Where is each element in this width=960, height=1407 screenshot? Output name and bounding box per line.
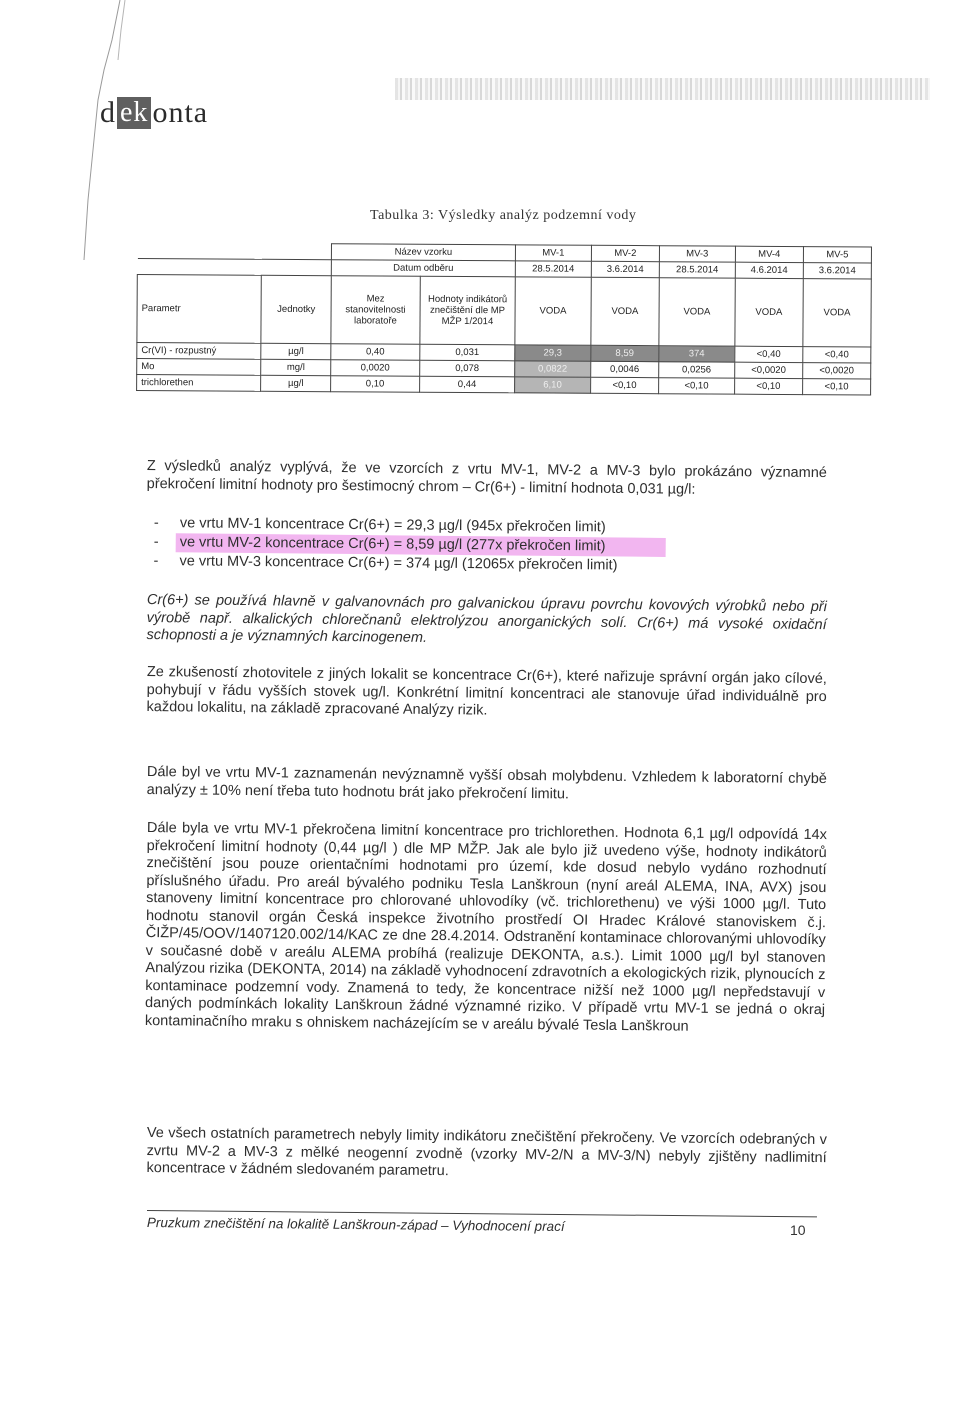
param-unit: µg/l [261, 343, 331, 359]
sample-matrix: VODA [591, 277, 659, 345]
exceedance-list [149, 514, 750, 577]
sample-date: 4.6.2014 [735, 262, 803, 278]
param-name: trichlorethen [137, 375, 261, 392]
sample-matrix: VODA [803, 279, 872, 347]
value-cell: <0,0020 [734, 362, 802, 378]
value-cell: <0,10 [802, 379, 870, 395]
paragraph-trichlorethene: Dále byla ve vrtu MV-1 překročena limitní koncentrace pro trichlorethen. Hodnota 6,1 µg/l odpovídá 14x překročení limitní hodnoty (0,44 µg/l ) dle MP MŽP. Jak ale bylo již uvedeno výše, hodnoty indikátorů znečištění jsou pouze orientačními hodnotami pro území, kde dosud nebylo vydáno rozhodnutí příslušného úřadu. Pro areál bývalého podniku Tesla Lanškroun (nyní areál ALEMA, INA, AVX) jsou stanoveny limitní koncentrace pro chlorované uhlovodíky (vč. trichlorethenu) ve výši 1000 µg/l. Tuto hodnotu stanovil orgán Česká inspekce životního prostředí OI Hradec Králové stanoviskem č.j. ČIŽP/45/OOV/1407120.002/14/KAC ze dne 28.4.2014. Odstranění kontaminace chlorovanými uhlovodíky v současné době v areálu ALEMA probíhá (realizuje DEKONTA, a.s.). Limit 1000 µg/l byl stanoven Analýzou rizika (DEKONTA, 2014) na základě vyhodnocení zdravotních a ekologických rizik, plynoucích z kontaminace podzemní vody. Znamená to tedy, že koncentrace nižší než 1000 µg/l nepředstavují v daných podmínkách lokality Lanškroun žádné významné riziko. V případě vrtu MV-1 se jedná o okraj kontaminačního mraku s ohniskem nacházejícím se v areálu bývalé Tesla Lanškroun [144, 820, 827, 1035]
sample-name: MV-2 [591, 245, 659, 261]
sample-name: MV-3 [659, 246, 735, 262]
value-exceeded: 374 [659, 346, 735, 362]
param-indicator-limit: 0,078 [420, 360, 515, 377]
param-detection-limit: 0,10 [331, 376, 420, 393]
sample-name: MV-4 [735, 246, 803, 262]
value-cell: <0,40 [735, 346, 803, 362]
param-name: Mo [137, 359, 261, 376]
scan-artifact-strip [395, 78, 930, 100]
sample-date: 3.6.2014 [591, 261, 659, 277]
list-item: - ve vrtu MV-1 koncentrace Cr(6+) = 29,3 µg/l (945x překročen limit) [150, 514, 750, 539]
list-item: - ve vrtu MV-3 koncentrace Cr(6+) = 374 µg/l (12065x překročen limit) [149, 552, 749, 577]
header-sample-name: Název vzorku [331, 244, 515, 261]
param-unit: µg/l [261, 375, 331, 391]
header-parameter: Parametr [137, 275, 262, 344]
page-footer: Pruzkum znečištění na lokalitě Lanškroun-západ – Vyhodnocení prací [147, 1210, 817, 1236]
value-exceeded: 8,59 [591, 345, 659, 361]
param-detection-limit: 0,40 [331, 344, 420, 361]
paragraph-results: Z výsledků analýz vyplývá, že ve vzorcích z vrtu MV-1, MV-2 a MV-3 bylo prokázáno významné překročení limitní hodnoty pro šestimocný chrom – Cr(6+) - limitní hodnota 0,031 µg/l: [146, 458, 827, 498]
value-cell: <0,40 [803, 347, 871, 363]
value-exceeded: 29,3 [515, 345, 591, 361]
sample-date: 28.5.2014 [515, 261, 591, 277]
paragraph-chromium-info: Cr(6+) se používá hlavně v galvanovnách pro galvanickou úpravu povrchu kovových výrobků nebo při výrobě např. alkalických chlorečnanů elektrolýzou anorganických solí. Cr(6+) má vysoké oxidační schopnosti a je významných karcinogenem. [146, 592, 827, 646]
page-number: 10 [790, 1222, 806, 1238]
sample-date: 28.5.2014 [659, 262, 735, 278]
value-cell: <0,0020 [803, 363, 871, 379]
company-logo: d ek o nta [100, 96, 209, 129]
value-exceeded: 0,0822 [515, 361, 591, 377]
header-sample-date: Datum odběru [331, 260, 515, 277]
header-units: Jednotky [261, 275, 331, 343]
sample-matrix: VODA [735, 278, 803, 346]
param-indicator-limit: 0,44 [420, 376, 515, 393]
param-indicator-limit: 0,031 [420, 344, 515, 361]
paragraph-molybdenum: Dále byl ve vrtu MV-1 zaznamenán nevýznamně vyšší obsah molybdenu. Vzhledem k laboratorní chybě analýzy ± 10% není třeba tuto hodnotu brát jako překročení limitu. [146, 764, 827, 802]
sample-name: MV-5 [803, 247, 871, 263]
highlighted-text: ve vrtu MV-2 koncentrace Cr(6+) = 8,59 µg/l (277x překročen limit) [176, 533, 666, 557]
sample-name: MV-1 [515, 245, 591, 261]
param-unit: mg/l [261, 359, 331, 375]
value-cell: <0,10 [734, 378, 802, 394]
value-cell: 0,0046 [591, 361, 659, 377]
param-detection-limit: 0,0020 [331, 360, 420, 377]
paragraph-other-parameters: Ve všech ostatních parametrech nebyly limity indikátoru znečištění překročeny. Ve vzorcích odebraných v zvrtu MV-2 a MV-3 z mělké neogenní zvodně (vzorky MV-2/N a MV-3/N) nebyly zjištěny nadlimitní koncentrace v žádném sledovaném parametru. [146, 1125, 827, 1180]
header-detection-limit: Mez stanovitelnosti laboratoře [331, 276, 420, 345]
paragraph-experience: Ze zkušeností zhotovitele z jiných lokalit se koncentrace Cr(6+), které nařizuje správní orgán jako cílové, pohybují v řádu vyšších stovek ug/l. Konkrétní limitní koncentraci ale stanovuje úřad individuálně pro každou lokalitu, na základě zpracované Analýzy rizik. [146, 664, 827, 719]
table-caption: Tabulka 3: Výsledky analýz podzemní vody [370, 208, 637, 223]
value-cell: <0,10 [590, 377, 658, 393]
param-name: Cr(VI) - rozpustný [137, 343, 261, 360]
sample-matrix: VODA [515, 277, 591, 345]
results-table [136, 242, 872, 395]
scan-artifact-line [0, 0, 160, 260]
header-indicator-values: Hodnoty indikátorů znečištění dle MP MŽP 1/2014 [420, 276, 515, 345]
value-cell: 0,0256 [659, 362, 735, 378]
sample-date: 3.6.2014 [803, 263, 871, 279]
value-cell: <0,10 [658, 378, 734, 394]
sample-matrix: VODA [659, 278, 735, 346]
table-row [137, 375, 871, 395]
table-row [137, 275, 871, 347]
value-exceeded: 6,10 [515, 377, 591, 393]
